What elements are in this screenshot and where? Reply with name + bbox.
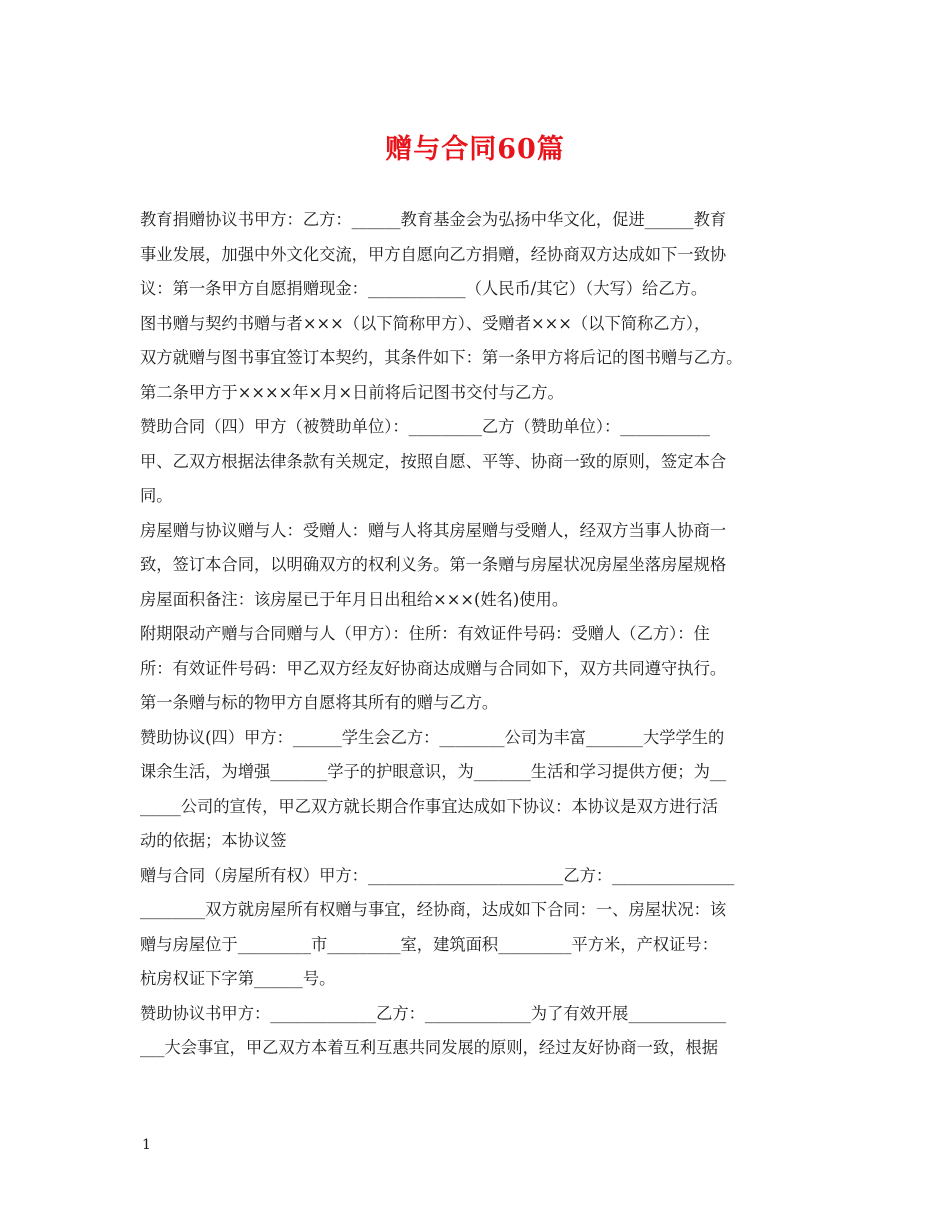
text-line: ________双方就房屋所有权赠与事宜，经协商，达成如下合同：一、房屋状况：该 <box>140 900 727 919</box>
text-line: 甲、乙双方根据法律条款有关规定，按照自愿、平等、协商一致的原则，签定本合 <box>140 451 727 471</box>
text-line: 同。 <box>140 486 173 505</box>
text-line: 致，签订本合同，以明确双方的权利义务。第一条赠与房屋状况房屋坐落房屋规格 <box>140 555 727 574</box>
text-line: 动的依据；本协议签 <box>140 831 287 850</box>
text-line: 赞助协议书甲方：_____________乙方：_____________为了有效开展____________ <box>140 1003 727 1023</box>
text-line: _____公司的宣传，甲乙双方就长期合作事宜达成如下协议：本协议是双方进行活 <box>140 796 718 816</box>
text-line: 事业发展，加强中外文化交流，甲方自愿向乙方捐赠，经协商双方达成如下一致协 <box>140 244 727 264</box>
text-line: 教育捐赠协议书甲方：乙方：______教育基金会为弘扬中华文化，促进______教育 <box>140 210 727 229</box>
text-line: 第二条甲方于××××年×月×日前将后记图书交付与乙方。 <box>140 382 564 402</box>
text-line: 房屋面积备注：该房屋已于年月日出租给×××(姓名)使用。 <box>140 589 569 609</box>
document-body <box>140 203 816 1066</box>
page-title: 赠与合同60篇 <box>385 134 565 165</box>
text-line: 所：有效证件号码：甲乙双方经友好协商达成赠与合同如下，双方共同遵守执行。 <box>140 658 727 678</box>
text-line: 课余生活，为增强_______学子的护眼意识，为_______生活和学习提供方便；为__ <box>140 762 727 781</box>
text-line: 图书赠与契约书赠与者×××（以下简称甲方）、受赠者×××（以下简称乙方）， <box>140 313 711 333</box>
text-line: 杭房权证下字第______号。 <box>140 969 336 988</box>
text-line: ___大会事宜，甲乙双方本着互利互惠共同发展的原则，经过友好协商一致，根据 <box>140 1038 718 1057</box>
text-line: 赞助合同（四）甲方（被赞助单位）：_________乙方（赞助单位）：___________ <box>140 417 710 436</box>
text-line: 赠与合同（房屋所有权）甲方：________________________乙方：_______________ <box>140 865 735 885</box>
page-number: 1 <box>142 1137 151 1153</box>
text-line: 议：第一条甲方自愿捐赠现金：____________（人民币/其它）（大写）给乙方。 <box>140 279 708 298</box>
text-line: 房屋赠与协议赠与人：受赠人：赠与人将其房屋赠与受赠人，经双方当事人协商一 <box>140 520 727 540</box>
text-line: 赞助协议(四）甲方：______学生会乙方：________公司为丰富_______大学学生的 <box>140 727 725 747</box>
text-line: 第一条赠与标的物甲方自愿将其所有的赠与乙方。 <box>140 693 499 712</box>
text-line: 双方就赠与图书事宜签订本契约，其条件如下：第一条甲方将后记的图书赠与乙方。 <box>140 348 743 367</box>
text-line: 附期限动产赠与合同赠与人（甲方）：住所：有效证件号码：受赠人（乙方）：住 <box>140 624 710 643</box>
text-line: 赠与房屋位于_________市_________室，建筑面积_________平方米，产权证号： <box>140 934 718 954</box>
